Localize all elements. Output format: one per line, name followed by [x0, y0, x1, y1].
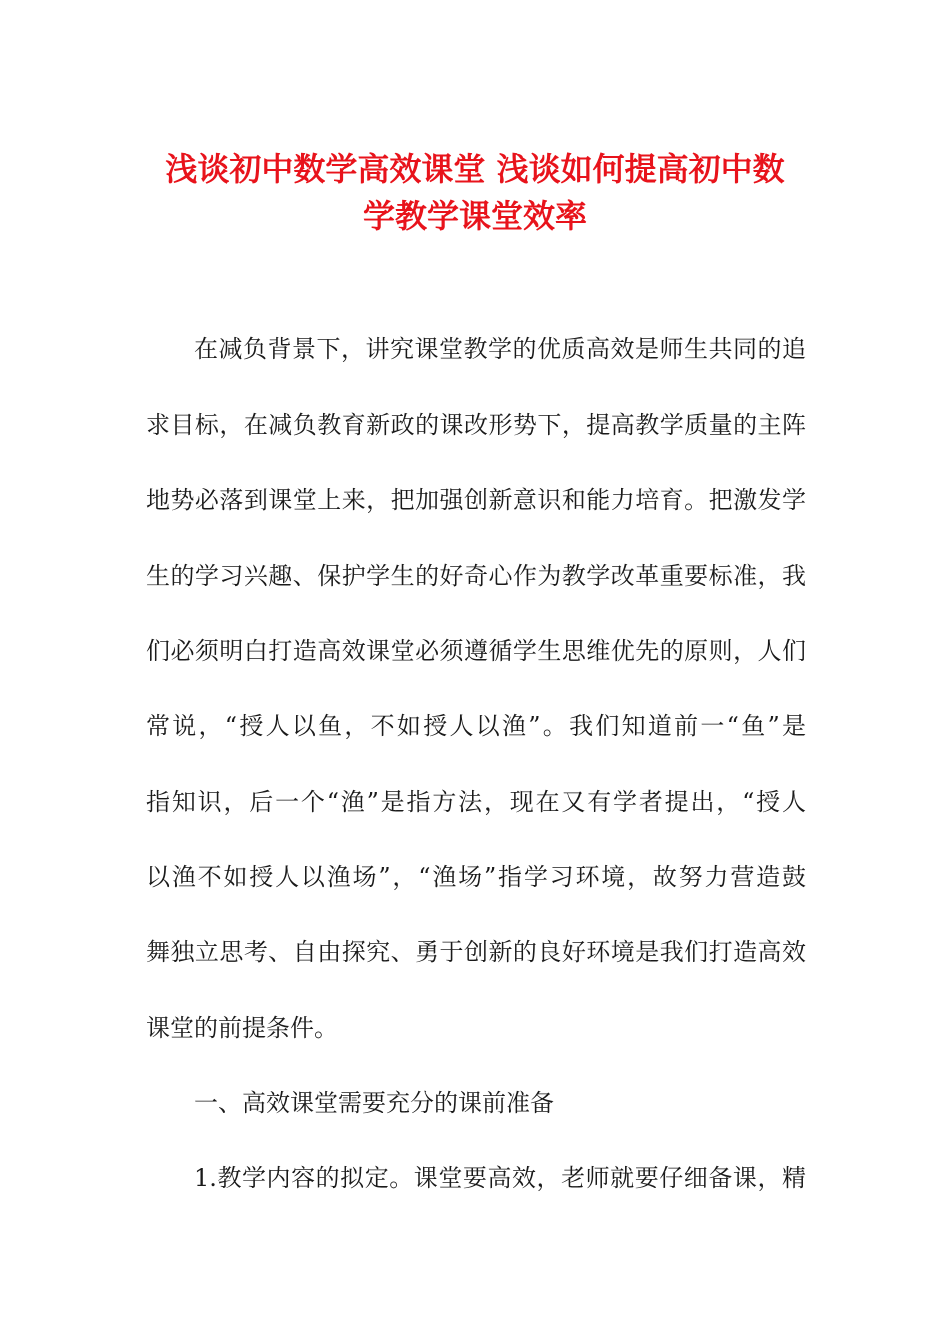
- paragraph-line: 求目标，在减负教育新政的课改形势下，提高教学质量的主阵: [146, 411, 806, 439]
- paragraph-line: 在减负背景下，讲究课堂教学的优质高效是师生共同的追: [194, 335, 806, 363]
- paragraph-line: 1.教学内容的拟定。课堂要高效，老师就要仔细备课，精: [194, 1164, 806, 1192]
- paragraph-line: 地势必落到课堂上来，把加强创新意识和能力培育。把激发学: [146, 486, 806, 514]
- paragraph-line: 以渔不如授人以渔场”，“渔场”指学习环境，故努力营造鼓: [146, 863, 806, 891]
- paragraph-line: 常说，“授人以鱼，不如授人以渔”。我们知道前一“鱼”是: [146, 712, 806, 740]
- section-heading: 一、高效课堂需要充分的课前准备: [194, 1089, 554, 1117]
- paragraph-line: 们必须明白打造高效课堂必须遵循学生思维优先的原则，人们: [146, 637, 806, 665]
- document-title-line-2: 学教学课堂效率: [362, 197, 587, 235]
- paragraph-line: 指知识，后一个“渔”是指方法，现在又有学者提出，“授人: [146, 788, 806, 816]
- paragraph-line: 课堂的前提条件。: [146, 1014, 338, 1042]
- paragraph-line: 生的学习兴趣、保护学生的好奇心作为教学改革重要标准，我: [146, 562, 806, 590]
- document-title-line-1: 浅谈初中数学高效课堂 浅谈如何提高初中数: [165, 150, 785, 188]
- paragraph-line: 舞独立思考、自由探究、勇于创新的良好环境是我们打造高效: [146, 938, 806, 966]
